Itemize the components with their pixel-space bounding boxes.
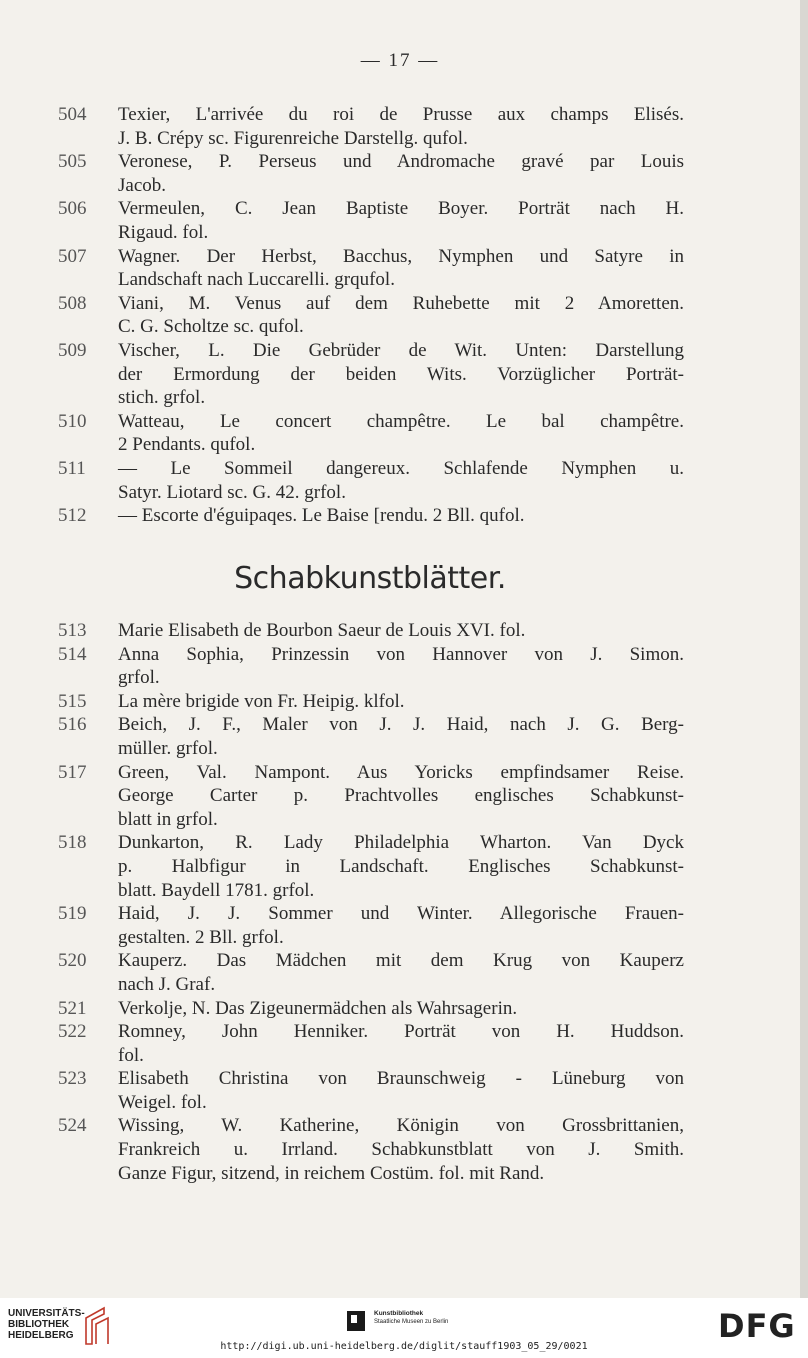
entry-text: [118, 1114, 684, 1185]
entry-text: [118, 690, 684, 714]
catalog-entry: [58, 1114, 684, 1185]
catalog-entry: [58, 1020, 684, 1067]
university-logo-icon: [82, 1306, 112, 1346]
entry-line: Jacob.: [118, 174, 167, 196]
section-heading: Schabkunstblätter.: [234, 561, 506, 596]
entry-line: Frankreich u. Irrland. Schabkunstblatt von J. Smith.: [118, 1139, 684, 1161]
page-number: — 17 —: [360, 50, 440, 71]
uni-logo-line: UNIVERSITÄTS-: [8, 1308, 85, 1319]
entry-number: 508: [58, 292, 87, 314]
entry-text: [118, 339, 684, 410]
entry-line: Kauperz. Das Mädchen mit dem Krug von Kauperz: [118, 950, 684, 972]
catalog-entry: [58, 643, 684, 690]
entry-line: grfol.: [118, 667, 160, 689]
entry-text: [118, 643, 684, 690]
kb-logo-line: Staatliche Museen zu Berlin: [374, 1319, 449, 1325]
entry-number: 513: [58, 620, 87, 641]
entry-line: Vischer, L. Die Gebrüder de Wit. Unten: Darstellung: [118, 339, 684, 361]
entry-line: C. G. Scholtze sc. qufol.: [118, 316, 304, 338]
catalog-entry: [58, 197, 684, 244]
entry-line: Watteau, Le concert champêtre. Le bal champêtre.: [118, 410, 684, 432]
kb-logo-line: Kunstbibliothek: [374, 1310, 424, 1317]
catalog-entry: [58, 103, 684, 150]
entry-line: p. Halbfigur in Landschaft. Englisches Schabkunst-: [118, 855, 684, 877]
entry-line: 2 Pendants. qufol.: [118, 434, 256, 456]
entry-text: [118, 997, 684, 1021]
entry-line: Beich, J. F., Maler von J. J. Haid, nach J. G. Berg-: [118, 714, 684, 736]
entry-text: [118, 1067, 684, 1114]
entry-line: Rigaud. fol.: [118, 221, 209, 243]
entry-line: Elisabeth Christina von Braunschweig - Lüneburg von: [118, 1068, 684, 1090]
uni-logo-line: BIBLIOTHEK: [8, 1319, 70, 1330]
entry-number: 518: [58, 832, 87, 854]
entry-line: Vermeulen, C. Jean Baptiste Boyer. Porträt nach H.: [118, 198, 684, 220]
catalog-entry: [58, 292, 684, 339]
catalog-entry: [58, 150, 684, 197]
entry-number: 507: [58, 245, 87, 267]
entry-line: — Le Sommeil dangereux. Schlafende Nymphen u.: [118, 457, 684, 479]
entry-line: Verkolje, N. Das Zigeunermädchen als Wahrsagerin.: [118, 997, 518, 1019]
entry-text: [118, 831, 684, 902]
entry-number: 511: [58, 457, 86, 479]
entry-line: nach J. Graf.: [118, 973, 216, 995]
entry-text: [118, 150, 684, 197]
entry-text: [118, 197, 684, 244]
entry-number: 514: [58, 643, 87, 665]
entry-number: 517: [58, 761, 87, 783]
entry-number: 521: [58, 997, 87, 1019]
catalog-entry: [58, 245, 684, 292]
entry-line: Landschaft nach Luccarelli. grqufol.: [118, 269, 395, 291]
catalog-entry: [58, 504, 684, 528]
entry-line: Dunkarton, R. Lady Philadelphia Wharton. Van Dyck: [118, 832, 684, 854]
entry-line: Texier, L'arrivée du roi de Prusse aux champs Elisés.: [118, 104, 684, 125]
catalog-entry: [58, 690, 684, 714]
kunstbibliothek-logo: [374, 1310, 448, 1326]
entry-text: [118, 245, 684, 292]
entry-text: [118, 103, 684, 150]
entry-number: 504: [58, 104, 87, 125]
entry-line: der Ermordung der beiden Wits. Vorzüglicher Porträt-: [118, 363, 684, 385]
source-url[interactable]: http://digi.ub.uni-heidelberg.de/diglit/stauff1903_05_29/0021: [220, 1341, 588, 1352]
catalog-entries-bottom: [58, 619, 684, 1185]
entry-text: [118, 504, 684, 528]
entry-text: [118, 619, 684, 643]
entry-number: 506: [58, 198, 87, 220]
entry-number: 516: [58, 714, 87, 736]
entry-text: [118, 713, 684, 760]
entry-number: 505: [58, 151, 87, 173]
catalog-entry: [58, 1067, 684, 1114]
catalog-entry: [58, 619, 684, 643]
catalog-entry: [58, 457, 684, 504]
catalog-entry: [58, 949, 684, 996]
entry-number: 515: [58, 690, 87, 712]
catalog-entries-top: [58, 103, 684, 528]
entry-text: [118, 902, 684, 949]
entry-text: [118, 292, 684, 339]
catalog-entry: [58, 410, 684, 457]
entry-text: [118, 457, 684, 504]
entry-text: [118, 949, 684, 996]
uni-logo-line: HEIDELBERG: [8, 1330, 74, 1341]
catalog-entry: [58, 831, 684, 902]
entry-number: 522: [58, 1021, 87, 1043]
entry-line: Anna Sophia, Prinzessin von Hannover von J. Simon.: [118, 643, 684, 665]
entry-number: 512: [58, 505, 87, 527]
catalog-entry: [58, 902, 684, 949]
entry-line: blatt. Baydell 1781. grfol.: [118, 879, 315, 901]
entry-number: 523: [58, 1068, 87, 1090]
entry-number: 509: [58, 339, 87, 361]
entry-text: [118, 410, 684, 457]
entry-line: stich. grfol.: [118, 387, 206, 409]
entry-line: Viani, M. Venus auf dem Ruhebette mit 2 Amoretten.: [118, 292, 684, 314]
kunstbibliothek-logo-icon: [345, 1309, 367, 1333]
entry-number: 519: [58, 903, 87, 925]
page-edge: [800, 0, 808, 1298]
entry-text: [118, 761, 684, 832]
entry-line: Veronese, P. Perseus und Andromache gravé par Louis: [118, 151, 684, 173]
entry-line: Wissing, W. Katherine, Königin von Grossbrittanien,: [118, 1115, 684, 1137]
entry-line: Weigel. fol.: [118, 1091, 207, 1113]
entry-line: müller. grfol.: [118, 737, 218, 759]
entry-number: 510: [58, 410, 87, 432]
dfg-logo: DFG: [718, 1307, 796, 1345]
entry-line: J. B. Crépy sc. Figurenreiche Darstellg. qufol.: [118, 127, 468, 149]
entry-line: Ganze Figur, sitzend, in reichem Costüm. fol. mit Rand.: [118, 1162, 545, 1184]
university-library-logo: [8, 1308, 85, 1341]
entry-line: La mère brigide von Fr. Heipig. klfol.: [118, 690, 405, 712]
entry-line: — Escorte d'éguipaqes. Le Baise [rendu. 2 Bll. qufol.: [118, 505, 525, 527]
catalog-entry: [58, 339, 684, 410]
catalog-entry: [58, 713, 684, 760]
catalog-entry: [58, 997, 684, 1021]
entry-line: gestalten. 2 Bll. grfol.: [118, 926, 284, 948]
entry-line: fol.: [118, 1044, 144, 1066]
entry-line: Haid, J. J. Sommer und Winter. Allegorische Frauen-: [118, 903, 684, 925]
entry-line: Romney, John Henniker. Porträt von H. Huddson.: [118, 1021, 684, 1043]
entry-line: Wagner. Der Herbst, Bacchus, Nymphen und Satyre in: [118, 245, 684, 267]
entry-line: Marie Elisabeth de Bourbon Saeur de Louis XVI. fol.: [118, 620, 526, 641]
entry-line: blatt in grfol.: [118, 808, 218, 830]
entry-line: Green, Val. Nampont. Aus Yoricks empfindsamer Reise.: [118, 761, 684, 783]
entry-line: George Carter p. Prachtvolles englisches Schabkunst-: [118, 785, 684, 807]
entry-line: Satyr. Liotard sc. G. 42. grfol.: [118, 481, 346, 503]
catalog-entry: [58, 761, 684, 832]
entry-number: 524: [58, 1115, 87, 1137]
entry-text: [118, 1020, 684, 1067]
entry-number: 520: [58, 950, 87, 972]
